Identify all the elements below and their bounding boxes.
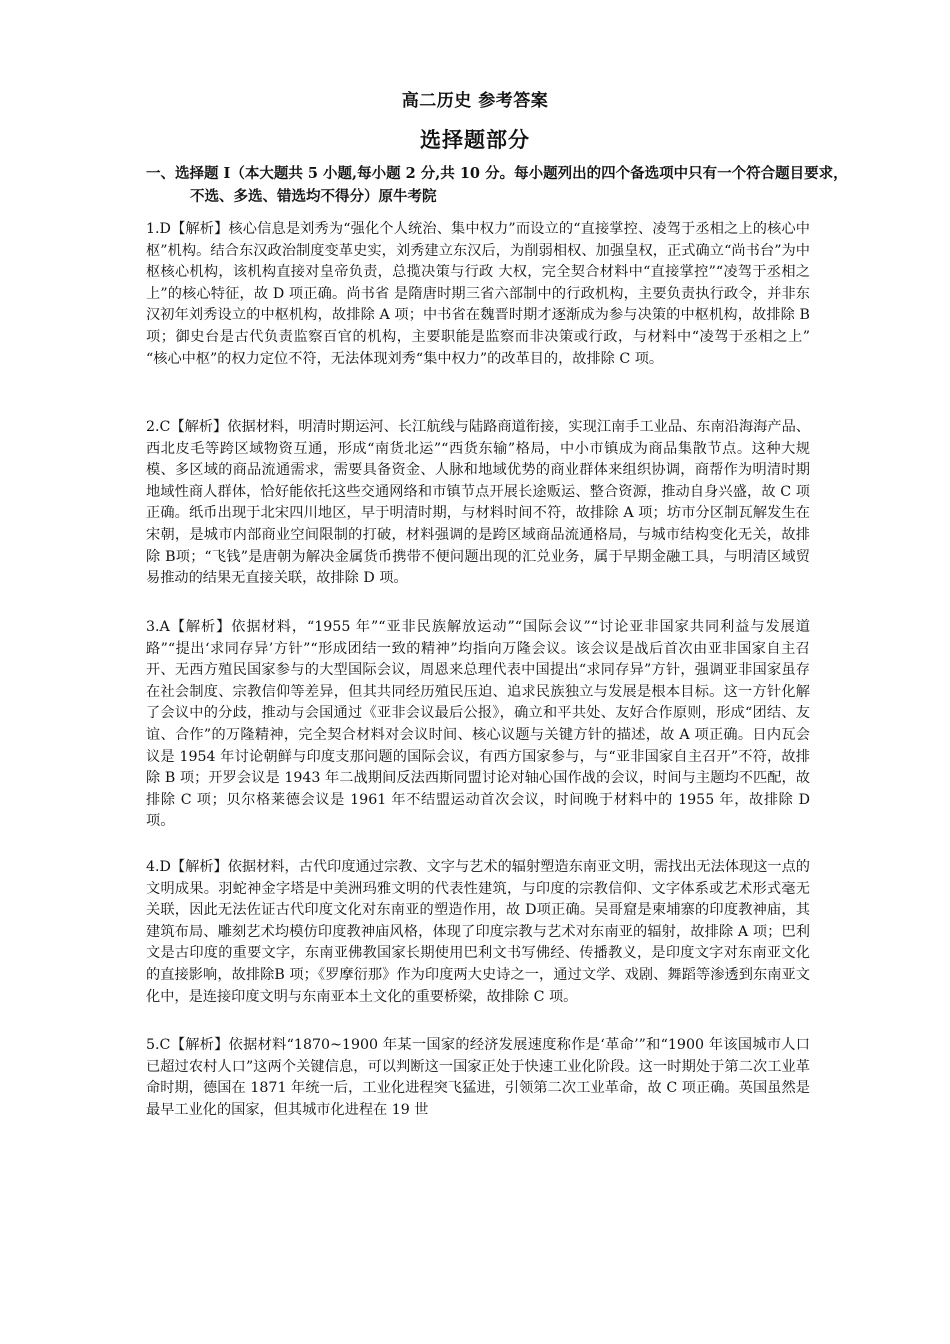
answer-paragraph-4: 4.D【解析】依据材料，古代印度通过宗教、文字与艺术的辐射塑造东南亚文明，需找出无法体现这一点的文明成果。羽蛇神金字塔是中美洲玛雅文明的代表性建筑，与印度的宗教信仰、文字体系或艺术形式毫无关联，因此无法佐证古代印度文化对东南亚的塑造作用，故 D项正确。吴哥窟是柬埔寨的印度教神庙，其建筑布局、雕刻艺术均模仿印度教神庙风格，体现了印度宗教与艺术对东南亚的辐射，故排除 A 项；巴利文是古印度的重要文字，东南亚佛教国家长期使用巴利文书写佛经、传播教义，是印度文字对东南亚文化的直接影响，故排除B 项；《罗摩衍那》作为印度两大史诗之一，通过文学、戏剧、舞蹈等渗透到东南亚文化中，是连接印度文明与东南亚本土文化的重要桥梁，故排除 C 项。 — [146, 859, 810, 1005]
answer-paragraph-1: 1.D【解析】核心信息是刘秀为“强化个人统治、集中权力”而设立的“直接掌控、凌驾于丞相之上的核心中枢”机构。结合东汉政治制度变革史实，刘秀建立东汉后，为削弱相权、加强皇权，正式确立“尚书台”为中枢核心机构，该机构直接对皇帝负责，总揽决策与行政 大权，完全契合材料中“直接掌控”“凌驾于丞相之上”的核心特征，故 D 项正确。尚书省 是隋唐时期三省六部制中的行政机构，主要负责执行政令，并非东汉初年刘秀设立的中枢机构，故排除 A 项；中书省在魏晋时期才逐渐成为参与决策的中枢机构，故排除 B 项；御史台是古代负责监察百官的机构，主要职能是监察而非决策或行政，与材料中“凌驾于丞相之上” “核心中枢”的权力定位不符，无法体现刘秀“集中权力”的改革目的，故排除 C 项。 — [146, 221, 810, 367]
answer-paragraph-2: 2.C【解析】依据材料，明清时期运河、长江航线与陆路商道衔接，实现江南手工业品、东南沿海海产品、西北皮毛等跨区域物资互通，形成“南货北运”“西货东输”格局，中小市镇成为商品集散节点。这种大规模、多区域的商品流通需求，需要具备资金、人脉和地域优势的商业群体来组织协调，商帮作为明清时期地域性商人群体，恰好能依托这些交通网络和市镇节点开展长途贩运、整合资源，推动自身兴盛，故 C 项正确。纸币出现于北宋四川地区，早于明清时期，与材料时间不符，故排除 A 项；坊市分区制瓦解发生在宋朝，是城市内部商业空间限制的打破，材料强调的是跨区域商品流通格局，与城市结构变化无关，故排除 B项；“飞钱”是唐朝为解决金属货币携带不便问题出现的汇兑业务，属于早期金融工具，与明清区域贸易推动的结果无直接关联，故排除 D 项。 — [146, 419, 810, 587]
section-title: 选择题部分 — [420, 127, 530, 152]
section-heading: 一、选择题 I（本大题共 5 小题,每小题 2 分,共 10 分。每小题列出的四个备选项中只有一个符合题目要求，不选、多选、错选均不得分）原牛考院 — [146, 165, 848, 205]
answer-paragraph-3: 3.A【解析】依据材料，“1955 年”“亚非民族解放运动”“国际会议”“讨论亚非国家共同利益与发展道路”“提出‘求同存异’方针”“形成团结一致的精神”均指向万隆会议。该会议是战后首次由亚非国家自主召开、无西方殖民国家参与的大型国际会议，周恩来总理代表中国提出“求同存异”方针，强调亚非国家虽存在社会制度、宗教信仰等差异，但其共同经历殖民压迫、追求民族独立与发展是根本目标。这一方针化解了会议中的分歧，推动与会国通过《亚非会议最后公报》，确立和平共处、友好合作原则，形成“团结、友谊、合作”的万隆精神，完全契合材料对会议时间、核心议题与关键方针的描述，故 A 项正确。日内瓦会议是 1954 年讨论朝鲜与印度支那问题的国际会议，有西方国家参与，与“亚非国家自主召开”不符，故排除 B 项；开罗会议是 1943 年二战期间反法西斯同盟讨论对轴心国作战的会议，时间与主题均不匹配，故排除 C 项；贝尔格莱德会议是 1961 年不结盟运动首次会议，时间晚于材料中的 1955 年，故排除 D 项。 — [146, 619, 810, 830]
answer-paragraph-5: 5.C【解析】依据材料“1870~1900 年某一国家的经济发展速度称作是‘革命’”和“1900 年该国城市人口已超过农村人口”这两个关键信息，可以判断这一国家正处于快速工业化阶段。这一时期处于第二次工业革命时期，德国在 1871 年统一后，工业化进程突飞猛进，引领第二次工业革命，故 C 项正确。英国虽然是最早工业化的国家，但其城市化进程在 19 世 — [146, 1037, 810, 1118]
page-title: 高二历史 参考答案 — [401, 91, 549, 111]
